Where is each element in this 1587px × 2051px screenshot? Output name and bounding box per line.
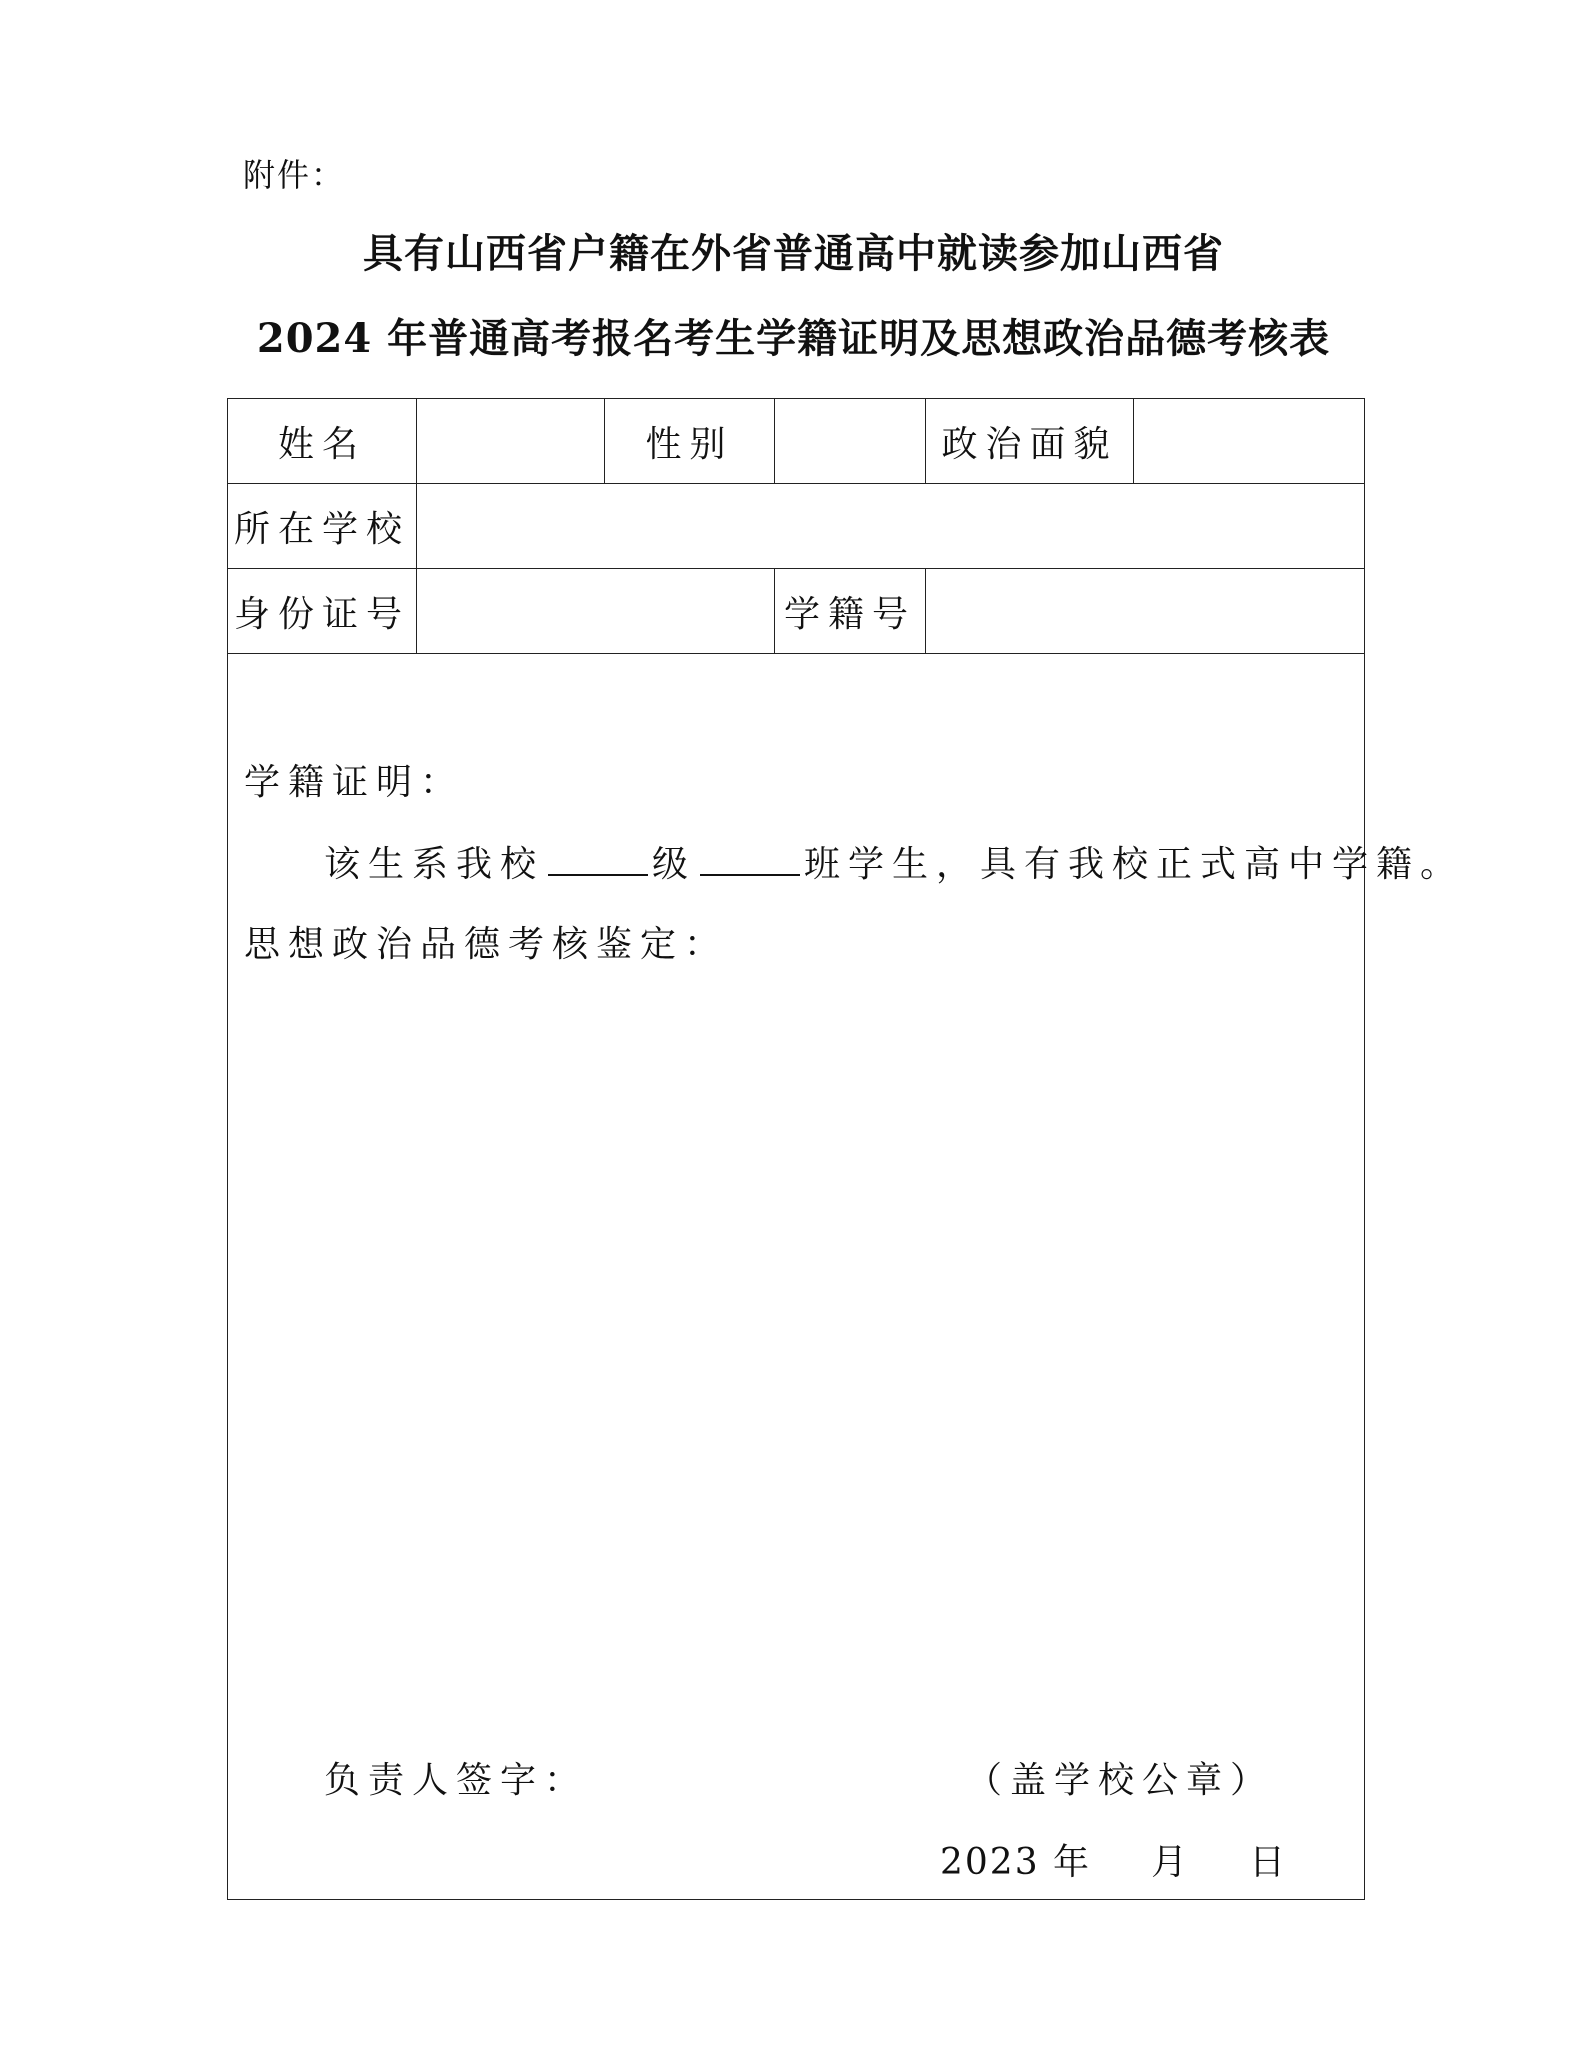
date-line (940, 1834, 1287, 1885)
form-title-line2: 2024 年普通高考报名考生学籍证明及思想政治品德考核表 (256, 315, 1331, 362)
student-number-label: 学籍号 (775, 569, 926, 654)
date-year: 2023 年 (940, 1842, 1092, 1883)
certificate-text-part3: 班学生，具有我校正式高中学籍。 (804, 844, 1465, 885)
evaluation-heading: 思想政治品德考核鉴定： (244, 924, 729, 965)
class-blank[interactable] (700, 844, 800, 876)
political-status-field[interactable] (1134, 399, 1365, 484)
student-number-field[interactable] (926, 569, 1365, 654)
row-name (228, 399, 1365, 484)
certificate-text-part1: 该生系我校 (324, 844, 545, 885)
form-title-line1: 具有山西省户籍在外省普通高中就读参加山西省 (363, 230, 1224, 277)
certification-cell (228, 654, 1465, 1900)
certificate-heading: 学籍证明： (244, 762, 465, 803)
certificate-text-part2: 级 (652, 844, 697, 885)
name-field[interactable] (417, 399, 605, 484)
attachment-label: 附件： (243, 156, 346, 194)
signature-label: 负责人签字： (324, 1760, 589, 1801)
name-label: 姓名 (228, 399, 417, 484)
school-label: 所在学校 (228, 484, 417, 569)
date-month: 月 (1151, 1842, 1190, 1883)
row-certification (228, 654, 1365, 1900)
political-status-label: 政治面貌 (926, 399, 1134, 484)
row-school (228, 484, 1365, 569)
id-number-label: 身份证号 (228, 569, 417, 654)
row-id (228, 569, 1365, 654)
gender-label: 性别 (605, 399, 775, 484)
student-form-table (227, 398, 1465, 1900)
grade-blank[interactable] (548, 844, 648, 876)
gender-field[interactable] (775, 399, 926, 484)
school-field[interactable] (417, 484, 1365, 569)
stamp-note: （盖学校公章） (966, 1760, 1275, 1801)
id-number-field[interactable] (417, 569, 775, 654)
certificate-body (324, 836, 1464, 887)
date-day: 日 (1249, 1842, 1288, 1883)
